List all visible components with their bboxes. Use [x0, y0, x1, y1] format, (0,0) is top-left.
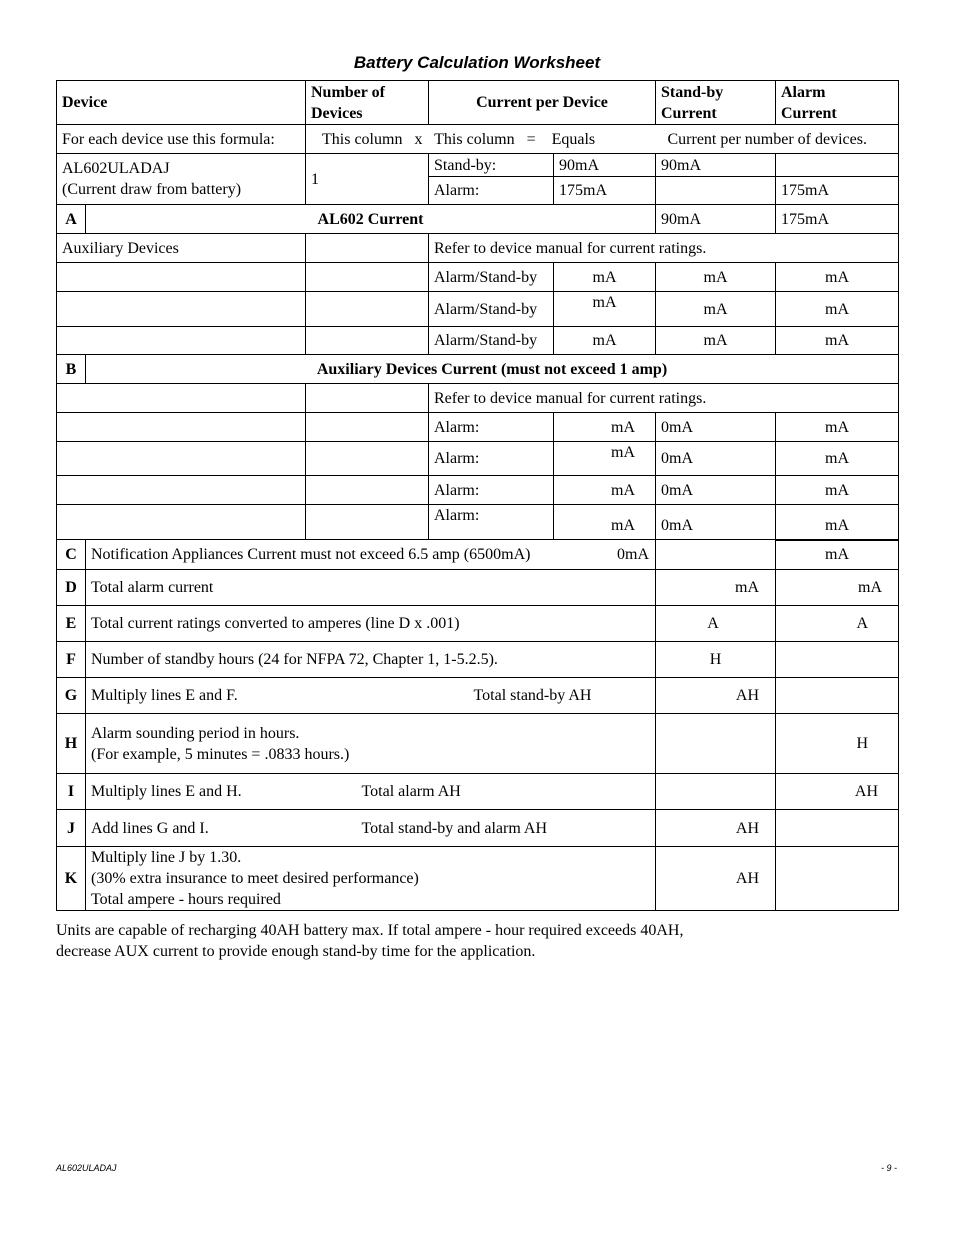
notif-standby: 0mA: [656, 505, 776, 540]
line-i-alarm: AH: [776, 774, 899, 810]
line-k-label3: Total ampere - hours required: [91, 891, 281, 908]
notif-alarm: mA: [776, 505, 899, 540]
al602-alarm-label: Alarm:: [429, 177, 554, 205]
line-d-alarm: mA: [776, 570, 899, 606]
header-standby-line1: Stand-by: [661, 83, 724, 101]
line-k-cell: [86, 847, 656, 911]
formula-label: For each device use this formula:: [57, 125, 306, 154]
notif-alarm: mA: [776, 476, 899, 505]
line-c-letter: C: [57, 540, 86, 570]
line-e-row: [57, 606, 899, 642]
line-b-row: [57, 355, 899, 384]
line-k-letter: K: [57, 847, 86, 911]
aux-value: mA: [554, 292, 656, 327]
header-device: Device: [57, 81, 306, 125]
header-alarm-current: [776, 81, 899, 125]
line-j-total: Total stand-by and alarm AH: [361, 819, 547, 837]
notif-value: mA: [554, 476, 656, 505]
header-row: [57, 81, 899, 125]
notif-refer: Refer to device manual for current ratings.: [429, 384, 899, 413]
line-a-label: AL602 Current: [86, 205, 656, 234]
line-g-label: Multiply lines E and F.: [91, 687, 238, 704]
al602-standby-row: [57, 154, 899, 177]
recharge-note-line2: decrease AUX current to provide enough stand-by time for the application.: [56, 943, 536, 960]
line-k-row: [57, 847, 899, 911]
line-d-label: Total alarm current: [86, 570, 656, 606]
line-e-alarm: A: [776, 606, 899, 642]
al602-subtitle: (Current draw from battery): [62, 181, 242, 198]
notif-row: [57, 442, 899, 476]
aux-qty-input[interactable]: [306, 263, 429, 292]
line-a-letter: A: [57, 205, 86, 234]
line-k-label2: (30% extra insurance to meet desired performance): [91, 870, 419, 887]
notif-device-input[interactable]: [57, 413, 306, 442]
line-a-standby: 90mA: [656, 205, 776, 234]
aux-header-row: [57, 234, 899, 263]
line-b-label: Auxiliary Devices Current (must not exceed 1 amp): [86, 355, 899, 384]
line-h-label1: Alarm sounding period in hours.: [91, 724, 300, 742]
formula-text: This column x This column = Equals: [306, 125, 656, 154]
footer-page-number: - 9 -: [880, 1163, 897, 1173]
aux-type: Alarm/Stand-by: [429, 263, 554, 292]
aux-device-input[interactable]: [57, 292, 306, 327]
header-standby-current: [656, 81, 776, 125]
line-j-standby: AH: [656, 810, 776, 847]
aux-device-input[interactable]: [57, 327, 306, 355]
aux-qty-empty: [306, 234, 429, 263]
header-number-line1: Number of: [311, 83, 385, 101]
notif-standby: 0mA: [656, 413, 776, 442]
formula-row: [57, 125, 899, 154]
aux-row: [57, 292, 899, 327]
line-f-standby: H: [656, 642, 776, 678]
aux-standby: mA: [656, 263, 776, 292]
recharge-note: [56, 920, 898, 962]
line-j-row: [57, 810, 899, 847]
line-f-letter: F: [57, 642, 86, 678]
notif-row: [57, 476, 899, 505]
header-alarm-line1: Alarm: [781, 83, 826, 101]
formula-result: Current per number of devices.: [656, 125, 899, 154]
aux-row: [57, 327, 899, 355]
notif-value: mA: [554, 413, 656, 442]
line-b-letter: B: [57, 355, 86, 384]
notif-type: Alarm:: [429, 476, 554, 505]
line-k-label1: Multiply line J by 1.30.: [91, 849, 242, 866]
aux-device-input[interactable]: [57, 263, 306, 292]
line-g-cell: [86, 678, 656, 714]
line-i-total: Total alarm AH: [361, 783, 461, 800]
header-current-per-device: Current per Device: [429, 81, 656, 125]
line-f-label: Number of standby hours (24 for NFPA 72, Chapter 1, 1-5.2.5).: [86, 642, 656, 678]
notif-qty-input[interactable]: [306, 442, 429, 476]
notif-type: Alarm:: [429, 413, 554, 442]
footer-model: AL602ULADAJ: [56, 1163, 117, 1173]
aux-qty-input[interactable]: [306, 292, 429, 327]
notif-qty-input[interactable]: [306, 505, 429, 540]
notif-qty-input[interactable]: [306, 413, 429, 442]
line-h-standby-empty: [656, 714, 776, 774]
line-j-cell: [86, 810, 656, 847]
line-i-letter: I: [57, 774, 86, 810]
line-e-label: Total current ratings converted to amperes (line D x .001): [86, 606, 656, 642]
notif-device-input[interactable]: [57, 476, 306, 505]
aux-standby: mA: [656, 327, 776, 355]
notif-type: Alarm:: [429, 442, 554, 476]
line-g-letter: G: [57, 678, 86, 714]
line-e-standby: A: [656, 606, 776, 642]
header-standby-line2: Current: [661, 104, 717, 122]
notif-qty-empty: [306, 384, 429, 413]
al602-alarm-standby-empty: [656, 177, 776, 205]
line-h-label2: (For example, 5 minutes = .0833 hours.): [91, 745, 350, 763]
line-g-row: [57, 678, 899, 714]
aux-type: Alarm/Stand-by: [429, 327, 554, 355]
aux-alarm: mA: [776, 263, 899, 292]
aux-value: mA: [554, 327, 656, 355]
line-h-alarm: H: [776, 714, 899, 774]
line-c-alarm: mA: [776, 540, 899, 570]
line-g-total: Total stand-by AH: [473, 687, 592, 704]
notif-alarm: mA: [776, 442, 899, 476]
line-c-value: 0mA: [617, 546, 649, 563]
notif-value: mA: [554, 505, 656, 540]
aux-alarm: mA: [776, 292, 899, 327]
al602-alarm-current: 175mA: [776, 177, 899, 205]
notif-qty-input[interactable]: [306, 476, 429, 505]
line-i-label: Multiply lines E and H.: [91, 783, 242, 800]
al602-standby-value: 90mA: [554, 154, 656, 177]
aux-refer: Refer to device manual for current ratings.: [429, 234, 899, 263]
line-f-alarm-empty: [776, 642, 899, 678]
al602-standby-label: Stand-by:: [429, 154, 554, 177]
aux-standby: mA: [656, 292, 776, 327]
line-c-row: [57, 540, 899, 570]
al602-name: AL602ULADAJ: [62, 160, 170, 177]
line-d-standby: mA: [656, 570, 776, 606]
al602-standby-alarm-empty: [776, 154, 899, 177]
al602-device-cell: [57, 154, 306, 205]
line-j-letter: J: [57, 810, 86, 847]
line-h-cell: [86, 714, 656, 774]
worksheet-title: Battery Calculation Worksheet: [353, 53, 601, 72]
recharge-note-line1: Units are capable of recharging 40AH battery max. If total ampere - hour required exceeds 40AH,: [56, 922, 684, 939]
aux-label: Auxiliary Devices: [57, 234, 306, 263]
line-e-letter: E: [57, 606, 86, 642]
notif-row: [57, 413, 899, 442]
line-k-alarm-empty: [776, 847, 899, 911]
line-h-row: [57, 714, 899, 774]
header-number-of-devices: [306, 81, 429, 125]
line-g-alarm-empty: [776, 678, 899, 714]
line-j-label: Add lines G and I.: [91, 819, 209, 837]
line-i-standby-empty: [656, 774, 776, 810]
notif-type: Alarm:: [429, 505, 554, 540]
line-i-cell: [86, 774, 656, 810]
aux-type: Alarm/Stand-by: [429, 292, 554, 327]
line-h-letter: H: [57, 714, 86, 774]
line-c-cell: [86, 540, 656, 570]
notif-device-input[interactable]: [57, 505, 306, 540]
notif-label-empty: [57, 384, 306, 413]
line-i-row: [57, 774, 899, 810]
line-c-standby-empty: [656, 540, 776, 570]
line-j-alarm-empty: [776, 810, 899, 847]
al602-alarm-value: 175mA: [554, 177, 656, 205]
aux-value: mA: [554, 263, 656, 292]
line-d-letter: D: [57, 570, 86, 606]
line-c-label: Notification Appliances Current must not exceed 6.5 amp (6500mA): [91, 546, 531, 563]
notif-standby: 0mA: [656, 476, 776, 505]
line-k-standby: AH: [656, 847, 776, 911]
header-alarm-line2: Current: [781, 104, 837, 122]
line-d-row: [57, 570, 899, 606]
aux-qty-input[interactable]: [306, 327, 429, 355]
line-a-row: [57, 205, 899, 234]
notif-standby: 0mA: [656, 442, 776, 476]
notif-device-input[interactable]: [57, 442, 306, 476]
header-number-line2: Devices: [311, 104, 363, 122]
al602-qty: 1: [306, 154, 429, 205]
al602-standby-current: 90mA: [656, 154, 776, 177]
line-f-row: [57, 642, 899, 678]
aux-alarm: mA: [776, 327, 899, 355]
notif-row: [57, 505, 899, 540]
notif-alarm: mA: [776, 413, 899, 442]
line-g-standby: AH: [656, 678, 776, 714]
battery-worksheet-table: [56, 80, 899, 911]
notif-value: mA: [554, 442, 656, 476]
line-a-alarm: 175mA: [776, 205, 899, 234]
aux-row: [57, 263, 899, 292]
notif-header-row: [57, 384, 899, 413]
